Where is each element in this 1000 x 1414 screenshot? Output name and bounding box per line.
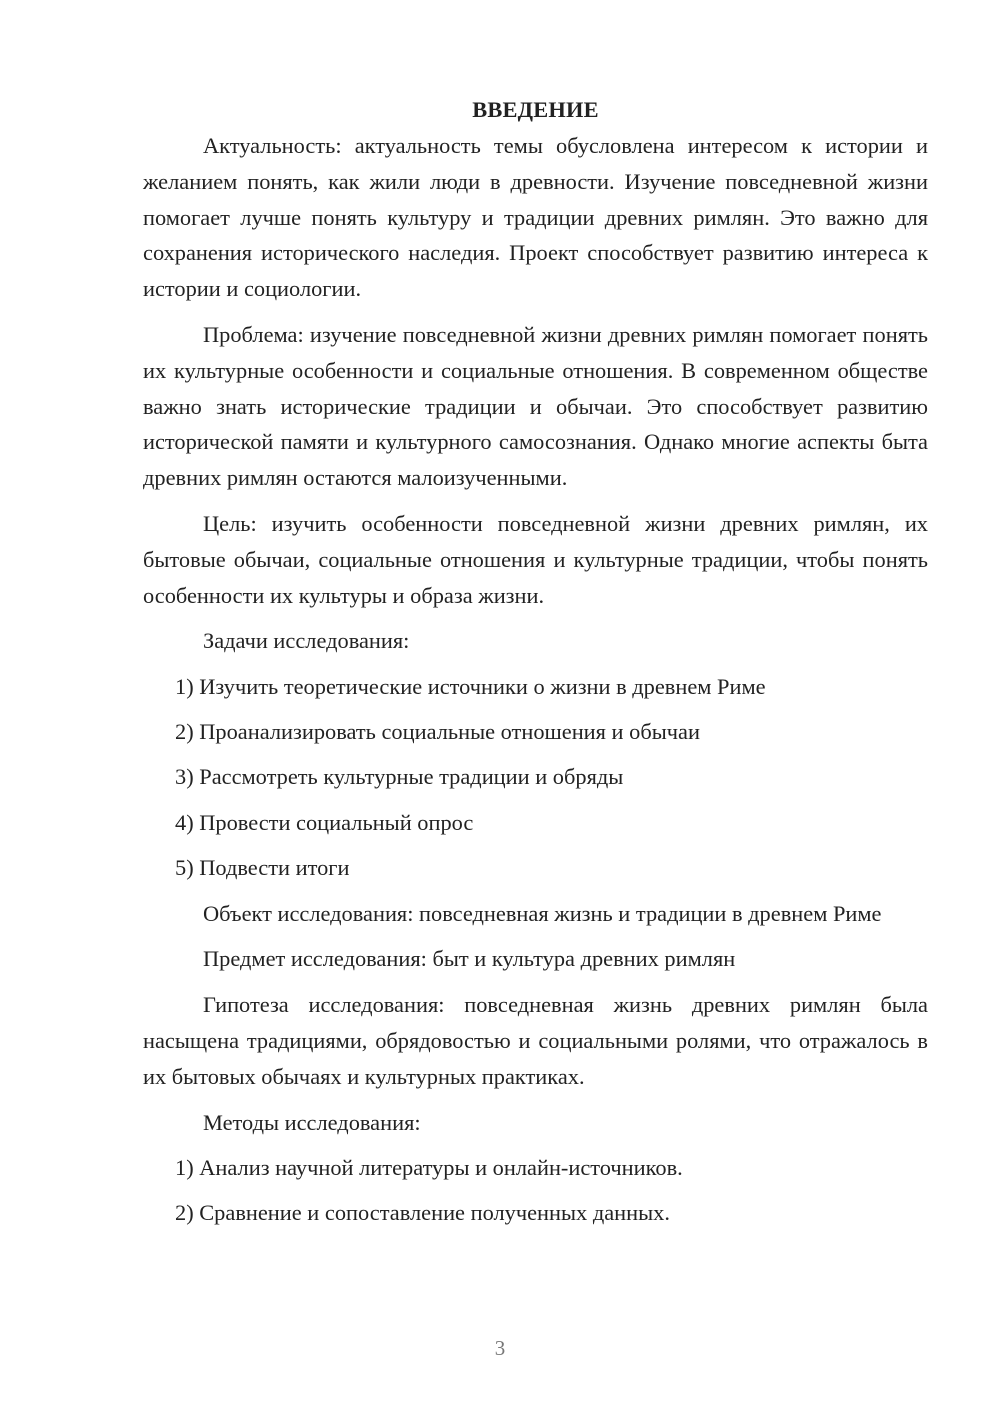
relevance-paragraph: Актуальность: актуальность темы обусловлена интересом к истории и желанием понять, как жили люди в древности. Изучение повседневной жизни помогает лучше понять культуру и традиции древних римлян. Это важно для сохранения исторического наследия. Проект способствует развитию интереса к истории и социологии. (143, 133, 928, 302)
list-item: 3) Рассмотреть культурные традиции и обряды (175, 764, 624, 790)
list-item: 2) Проанализировать социальные отношения и обычаи (175, 718, 700, 744)
goal-paragraph: Цель: изучить особенности повседневной жизни древних римлян, их бытовые обычаи, социальные отношения и культурные традиции, чтобы понять особенности их культуры и образа жизни. (143, 510, 928, 608)
tasks-list (143, 669, 928, 886)
hypothesis-paragraph: Гипотеза исследования: повседневная жизнь древних римлян была насыщена традициями, обрядовостью и социальными ролями, что отражалось в их бытовых обычаях и культурных практиках. (143, 992, 928, 1089)
page-number: 3 (494, 1336, 506, 1360)
list-item: 2) Сравнение и сопоставление полученных данных. (175, 1200, 670, 1226)
subject-paragraph: Предмет исследования: быт и культура древних римлян (203, 946, 736, 972)
problem-paragraph: Проблема: изучение повседневной жизни древних римлян помогает понять их культурные особенности и социальные отношения. В современном обществе важно знать исторические традиции и обычаи. Это способствует развитию исторической памяти и культурного самосознания. Однако многие аспекты быта древних римлян остаются малоизученными. (143, 321, 928, 491)
page-content (143, 96, 928, 1231)
list-item: 4) Провести социальный опрос (175, 809, 474, 835)
list-item: 1) Анализ научной литературы и онлайн-источников. (175, 1154, 683, 1180)
object-paragraph: Объект исследования: повседневная жизнь и традиции в древнем Риме (203, 900, 882, 926)
tasks-heading: Задачи исследования: (203, 628, 410, 654)
list-item: 1) Изучить теоретические источники о жизни в древнем Риме (175, 673, 766, 699)
methods-list (143, 1150, 928, 1231)
section-title: ВВЕДЕНИЕ (472, 97, 599, 122)
list-item: 5) Подвести итоги (175, 854, 350, 880)
methods-heading: Методы исследования: (203, 1109, 421, 1135)
